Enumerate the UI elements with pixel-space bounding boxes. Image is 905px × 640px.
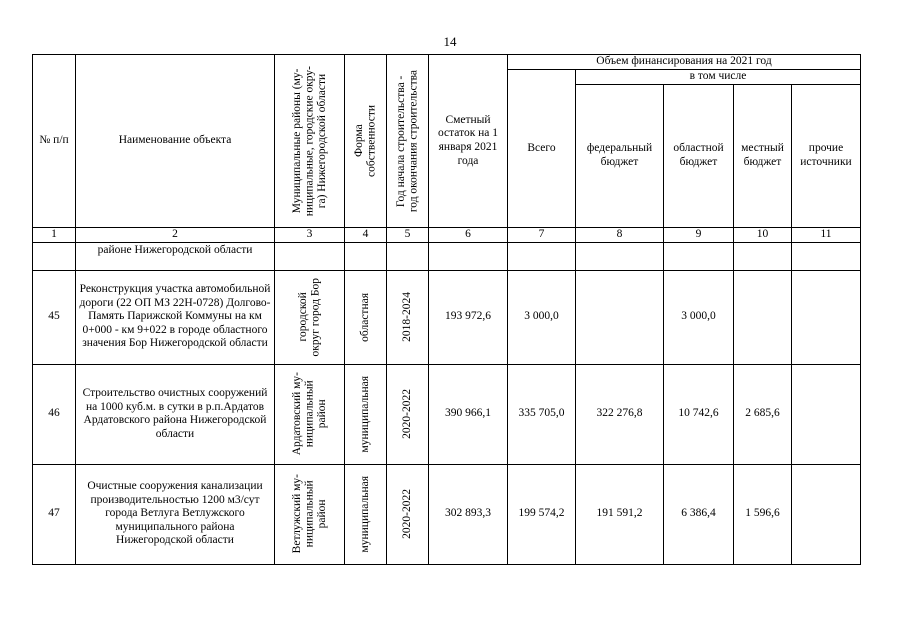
header-balance: Сметный остаток на 1 января 2021 года [429,55,508,228]
column-number: 3 [275,228,345,243]
row-federal: 322 276,8 [576,364,664,464]
continuation-row [33,242,861,270]
row-regional: 3 000,0 [664,270,734,364]
row-years: 2020-2022 [387,464,429,564]
row-total: 3 000,0 [508,270,576,364]
header-federal: федеральный бюджет [576,85,664,228]
table-row [33,464,861,564]
column-number: 7 [508,228,576,243]
header-number: № п/п [33,55,76,228]
row-balance: 302 893,3 [429,464,508,564]
header-other: прочие источники [792,85,861,228]
row-local [734,270,792,364]
row-object-name: Очистные сооружения канализации производительностью 1200 м3/сут города Ветлуга Ветлужского муниципального района Нижегородской области [76,464,275,564]
continuation-text: районе Нижегородской области [76,242,275,270]
row-district [275,464,345,564]
row-number: 47 [33,464,76,564]
header-regional: областной бюджет [664,85,734,228]
page-number: 14 [443,34,457,49]
row-district-line: ниципальный [303,480,316,548]
row-district-line: округ город Бор [309,277,322,357]
row-district-line: Ветлужский му- [290,474,303,554]
header-ownership [345,55,387,228]
row-district [275,270,345,364]
row-object-name: Строительство очистных сооружений на 1000 куб.м. в сутки в р.п.Ардатов Ардатовского района Нижегородской области [76,364,275,464]
row-years: 2018-2024 [387,270,429,364]
column-number: 4 [345,228,387,243]
row-regional: 6 386,4 [664,464,734,564]
row-district-line: ниципальный [303,380,316,448]
row-district-line: городской [297,292,309,342]
header-years-line: год окончания строительства [407,69,420,213]
column-number: 1 [33,228,76,243]
row-local: 1 596,6 [734,464,792,564]
header-years [387,55,429,228]
row-other [792,270,861,364]
row-object-name: Реконструкция участка автомобильной дороги (22 ОП МЗ 22Н-0728) Долгово-Память Парижской Коммуны на км 0+000 - км 9+022 в городе областного значения Бор Нижегородской области [76,270,275,364]
row-ownership: муниципальная [345,464,387,564]
row-district-line: район [315,399,328,429]
row-district-line: район [315,499,328,529]
column-number: 6 [429,228,508,243]
row-federal: 191 591,2 [576,464,664,564]
row-federal [576,270,664,364]
column-number-row [33,228,861,243]
header-object-name: Наименование объекта [76,55,275,228]
column-number: 2 [76,228,275,243]
header-years-line: Год начала строительства - [395,75,407,207]
header-district [275,55,345,228]
row-ownership: областная [345,270,387,364]
row-balance: 390 966,1 [429,364,508,464]
funding-table [32,54,861,565]
row-total: 335 705,0 [508,364,576,464]
row-balance: 193 972,6 [429,270,508,364]
header-including: в том числе [576,70,861,85]
header-district-line: ниципальные, городские окру- [303,65,316,217]
header-district-line: га) Нижегородской области [315,73,328,209]
row-district [275,364,345,464]
table-row [33,270,861,364]
row-number: 46 [33,364,76,464]
column-number: 11 [792,228,861,243]
row-years: 2020-2022 [387,364,429,464]
header-local: местный бюджет [734,85,792,228]
column-number: 5 [387,228,429,243]
column-number: 8 [576,228,664,243]
row-regional: 10 742,6 [664,364,734,464]
row-ownership: муниципальная [345,364,387,464]
row-other [792,464,861,564]
row-local: 2 685,6 [734,364,792,464]
header-ownership-line: собственности [365,105,378,177]
header-funding-group: Объем финансирования на 2021 год [508,55,861,70]
row-total: 199 574,2 [508,464,576,564]
header-district-line: Муниципальные районы (му- [290,68,303,214]
row-other [792,364,861,464]
row-number: 45 [33,270,76,364]
column-number: 10 [734,228,792,243]
header-total: Всего [508,70,576,228]
column-number: 9 [664,228,734,243]
header-ownership-line: Форма [353,124,365,158]
row-district-line: Ардатовский му- [290,372,303,456]
table-row [33,364,861,464]
